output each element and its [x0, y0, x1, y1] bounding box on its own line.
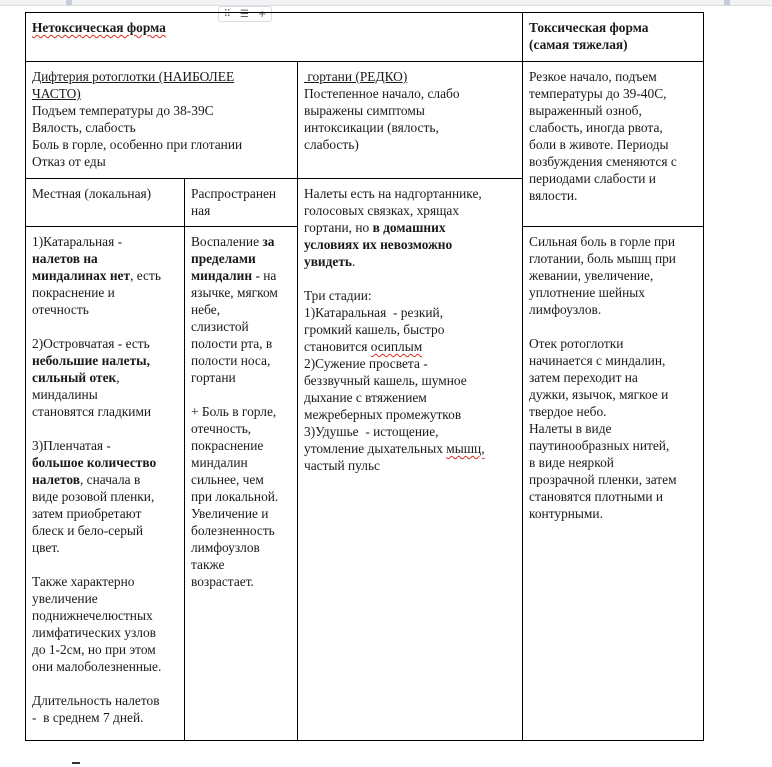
oropharynx-cell[interactable] [26, 62, 298, 179]
oropharynx-line: Вялость, слабость [32, 120, 136, 135]
stages-title: Три стадии: [304, 288, 372, 303]
spread-header-cell[interactable] [185, 179, 298, 227]
local-line: лимфатических узлов [32, 625, 156, 640]
local-header: Местная (локальная) [32, 186, 152, 201]
toxic-line: становятся плотными и [529, 489, 664, 504]
toxic-onset-line: выраженный озноб, [529, 103, 642, 118]
local-line: затем приобретают [32, 506, 142, 521]
larynx-detail-line: Налеты есть на надгортаннике, [304, 186, 482, 201]
stage-line: утомление дыхательных мышц, [304, 441, 485, 456]
stage-line: дыхание с втяжением [304, 390, 427, 405]
local-line: 3)Пленчатая - [32, 438, 111, 453]
spread-detail-cell[interactable] [185, 227, 298, 741]
text-cursor-mark [72, 762, 80, 764]
local-line: налетов, сначала в [32, 472, 141, 487]
spread-header: Распространен ная [191, 186, 277, 218]
spread-line: при локальной. [191, 489, 279, 504]
spread-line: небе, [191, 302, 221, 317]
spread-line: пределами [191, 251, 256, 266]
drag-handle-icon[interactable]: ⠿ [223, 8, 231, 20]
toxic-detail-cell[interactable] [523, 227, 704, 741]
toxic-line: дужки, язычок, мягкое и [529, 387, 669, 402]
local-line: Также характерно [32, 574, 135, 589]
local-line: отечность [32, 302, 89, 317]
toxic-line: в виде неяркой [529, 455, 614, 470]
stage-line: становится осиплым [304, 339, 423, 354]
oropharynx-line: Подъем температуры до 38-39С [32, 103, 214, 118]
spread-line: полости рта, в [191, 336, 273, 351]
stage-line: громкий кашель, быстро [304, 322, 445, 337]
spread-line: полости носа, [191, 353, 271, 368]
toxic-line: Отек ротоглотки [529, 336, 624, 351]
local-line: небольшие налеты, [32, 353, 150, 368]
toxic-line: паутинообразных нитей, [529, 438, 670, 453]
toxic-onset-line: температуры до 39-40С, [529, 86, 667, 101]
toxic-onset-line: периодами слабости и [529, 171, 656, 186]
forms-row [26, 62, 704, 179]
toxic-onset-line: возбуждения сменяются с [529, 154, 677, 169]
toxic-line: контурными. [529, 506, 603, 521]
stage-line: беззвучный кашель, шумное [304, 373, 467, 388]
spread-line: Воспаление за [191, 234, 275, 249]
diphtheria-table[interactable] [25, 12, 704, 741]
toxic-line: уплотнение шейных [529, 285, 645, 300]
ruler-indent-marker[interactable] [66, 0, 72, 5]
larynx-line: Постепенное начало, слабо [304, 86, 460, 101]
local-line: миндалины [32, 387, 98, 402]
spread-line: сильнее, чем [191, 472, 264, 487]
spread-line: Увеличение и [191, 506, 269, 521]
local-line: покраснение и [32, 285, 115, 300]
oropharynx-line: Боль в горле, особенно при глотании [32, 137, 243, 152]
stage-line: 3)Удушье - истощение, [304, 424, 439, 439]
oropharynx-line: Отказ от еды [32, 154, 106, 169]
spread-line: лимфоузлов [191, 540, 260, 555]
local-line: 1)Катаральная - [32, 234, 123, 249]
larynx-detail-line: гортани, но в домашних [304, 220, 446, 235]
local-line: становятся гладкими [32, 404, 152, 419]
toxic-line: глотании, боль мышц при [529, 251, 676, 266]
larynx-detail-line: голосовых связках, хрящах [304, 203, 460, 218]
stage-line: частый пульс [304, 458, 380, 473]
local-line: сильный отек, [32, 370, 120, 385]
add-icon[interactable]: + [258, 8, 267, 20]
toxic-line: затем переходит на [529, 370, 638, 385]
spread-line: возрастает. [191, 574, 254, 589]
toxic-line: твердое небо. [529, 404, 607, 419]
toxic-onset-line: боли в животе. Периоды [529, 137, 669, 152]
ruler-right-marker[interactable] [724, 0, 730, 5]
local-line: Длительность налетов [32, 693, 160, 708]
toxic-header-cell[interactable] [523, 13, 704, 62]
toxic-line: прозрачной пленки, затем [529, 472, 677, 487]
local-line: большое количество [32, 455, 157, 470]
menu-icon[interactable]: ☰ [239, 8, 249, 20]
spread-line: + Боль в горле, [191, 404, 277, 419]
toxic-line: Налеты в виде [529, 421, 612, 436]
local-line: до 1-2см, но при этом [32, 642, 156, 657]
nontoxic-header-cell[interactable] [26, 13, 523, 62]
larynx-detail-line: условиях их невозможно [304, 237, 453, 252]
toxic-line: Сильная боль в горле при [529, 234, 676, 249]
local-line: увеличение [32, 591, 98, 606]
local-line: 2)Островчатая - есть [32, 336, 150, 351]
toxic-onset-line: Резкое начало, подъем [529, 69, 657, 84]
header-row [26, 13, 704, 62]
larynx-line: слабость) [304, 137, 359, 152]
local-header-cell[interactable] [26, 179, 185, 227]
toxic-onset-line: вялости. [529, 188, 578, 203]
local-line: они малоболезненные. [32, 659, 162, 674]
local-line: цвет. [32, 540, 60, 555]
larynx-title: гортани (РЕДКО) [304, 69, 408, 84]
ruler-bar [0, 0, 772, 6]
larynx-line: интоксикации (вялость, [304, 120, 439, 135]
local-line: налетов на [32, 251, 98, 266]
larynx-cell[interactable] [298, 62, 523, 179]
spread-line: слизистой [191, 319, 249, 334]
stage-line: межреберных промежутков [304, 407, 462, 422]
local-line: блеск и бело-серый [32, 523, 144, 538]
oropharynx-title: Дифтерия ротоглотки (НАИБОЛЕЕ ЧАСТО) [32, 69, 235, 101]
spread-line: гортани [191, 370, 236, 385]
toxic-line: жевании, увеличение, [529, 268, 654, 283]
toxic-line: лимфоузлов. [529, 302, 602, 317]
larynx-detail-line: увидеть. [304, 254, 356, 269]
larynx-line: выражены симптомы [304, 103, 425, 118]
local-line: - в среднем 7 дней. [32, 710, 144, 725]
stage-line: 2)Сужение просвета - [304, 356, 428, 371]
local-line: виде розовой пленки, [32, 489, 155, 504]
nontoxic-header: Нетоксическая форма [32, 20, 166, 35]
toxic-line: начинается с миндалин, [529, 353, 666, 368]
local-detail-cell[interactable] [26, 227, 185, 741]
local-line: миндалинах нет, есть [32, 268, 161, 283]
stage-line: 1)Катаральная - резкий, [304, 305, 444, 320]
larynx-detail-cell[interactable] [298, 179, 523, 741]
spread-line: отечность, [191, 421, 252, 436]
spread-line: миндалин [191, 455, 248, 470]
toxic-onset-cell[interactable] [523, 62, 704, 227]
toxic-onset-line: слабость, иногда рвота, [529, 120, 663, 135]
toxic-header: Токсическая форма (самая тяжелая) [529, 20, 649, 52]
spread-line: болезненность [191, 523, 275, 538]
spread-line: также [191, 557, 225, 572]
spread-line: миндалин - на [191, 268, 277, 283]
spread-line: покраснение [191, 438, 264, 453]
spread-line: язычке, мягком [191, 285, 278, 300]
local-line: поднижнечелюстных [32, 608, 153, 623]
